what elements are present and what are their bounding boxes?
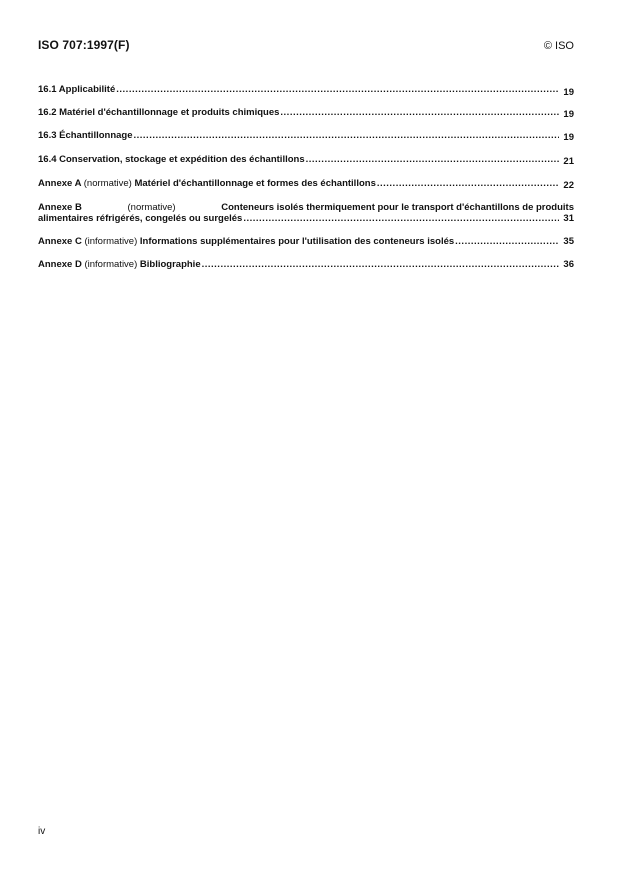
toc-entry-title-line2: alimentaires réfrigérés, congelés ou surgelés — [38, 213, 243, 224]
toc-entry-annex-b[interactable] — [38, 202, 574, 224]
toc-entry-title: Matériel d'échantillonnage et formes des échantillons — [134, 178, 376, 189]
table-of-contents — [38, 84, 574, 270]
annex-kind: (informative) — [84, 259, 138, 270]
toc-entry-title: 16.4 Conservation, stockage et expédition des échantillons — [38, 154, 305, 165]
toc-entry-16-3[interactable] — [38, 130, 574, 141]
toc-page-number: 31 — [563, 213, 574, 224]
annex-label: Annexe A — [38, 178, 82, 189]
toc-leader — [306, 154, 559, 165]
annex-kind: (normative) — [127, 202, 176, 213]
toc-page-number: 35 — [563, 236, 574, 247]
toc-page-number: 36 — [563, 259, 574, 270]
toc-entry-16-4[interactable] — [38, 154, 574, 165]
toc-leader — [134, 130, 560, 141]
toc-leader — [280, 107, 559, 118]
toc-entry-title: 16.1 Applicabilité — [38, 84, 116, 95]
toc-entry-annex-c[interactable] — [38, 236, 574, 247]
standard-reference: ISO 707:1997(F) — [38, 38, 130, 52]
toc-page-number: 22 — [563, 180, 574, 191]
toc-page-number: 19 — [563, 109, 574, 120]
toc-leader — [377, 178, 559, 189]
annex-label: Annexe D — [38, 259, 82, 270]
toc-page-number: 19 — [563, 132, 574, 143]
annex-label: Annexe C — [38, 236, 82, 247]
toc-leader — [455, 236, 559, 247]
toc-leader — [243, 213, 559, 224]
toc-entry-title: Bibliographie — [139, 259, 201, 270]
toc-entry-title: 16.3 Échantillonnage — [38, 130, 133, 141]
toc-entry-16-1[interactable] — [38, 84, 574, 98]
annex-kind: (informative) — [84, 236, 138, 247]
page-number: iv — [38, 826, 46, 837]
toc-page-number: 19 — [563, 87, 574, 98]
toc-entry-annex-d[interactable] — [38, 259, 574, 270]
copyright-notice: © ISO — [543, 40, 574, 52]
toc-entry-annex-a[interactable] — [38, 178, 574, 189]
toc-entry-16-2[interactable] — [38, 107, 574, 118]
toc-page-number: 21 — [563, 156, 574, 167]
toc-leader — [202, 259, 559, 270]
annex-kind: (normative) — [83, 178, 132, 189]
toc-entry-title: Informations supplémentaires pour l'utilisation des conteneurs isolés — [139, 236, 455, 247]
toc-entry-title-line1: Conteneurs isolés thermiquement pour le transport d'échantillons de produits — [221, 202, 574, 213]
toc-entry-title: 16.2 Matériel d'échantillonnage et produits chimiques — [38, 107, 280, 118]
annex-label: Annexe B — [38, 202, 82, 213]
toc-leader — [116, 84, 559, 95]
